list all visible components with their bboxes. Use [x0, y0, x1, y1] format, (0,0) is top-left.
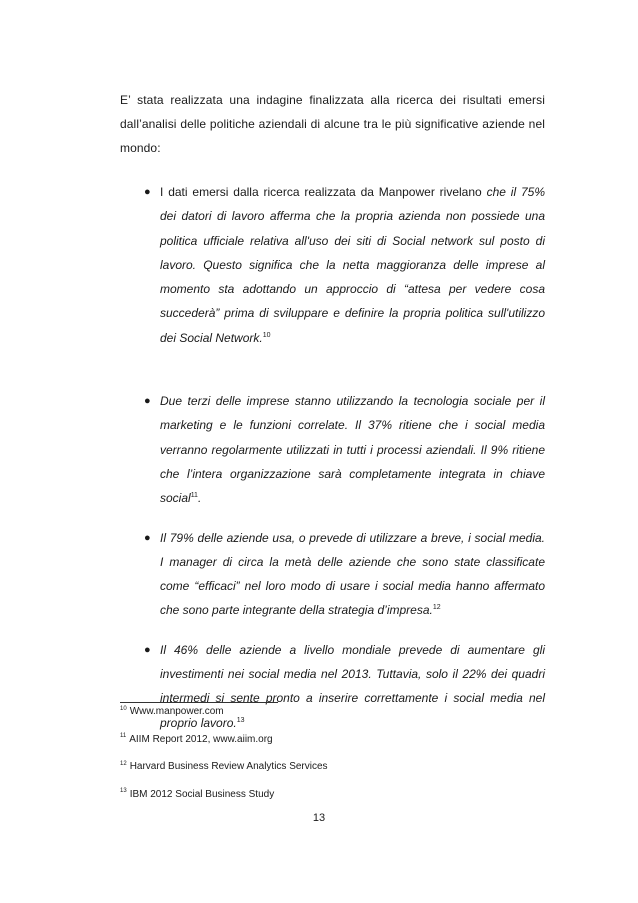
intro-paragraph: E’ stata realizzata una indagine finalizzata alla ricerca dei risultati emersi dall’analisi delle politiche aziendali di alcune tra le più significative aziende nel mondo:	[120, 93, 545, 155]
list-item	[120, 526, 545, 623]
footnote-text: AIIM Report 2012, www.aiim.org	[129, 733, 273, 745]
footnote-ref: 12	[432, 604, 441, 612]
list-item	[120, 180, 545, 350]
bullet-list	[120, 180, 545, 735]
footnote-number: 11	[120, 733, 127, 740]
footnote-ref: 11	[190, 492, 198, 500]
footnote	[120, 789, 540, 801]
footnote-text: Www.manpower.com	[129, 706, 224, 717]
bullet-italic-text: Il 46% delle aziende a livello mondiale prevede di aumentare gli investimenti nei social media nel 2013. Tuttavia, solo il 22% dei quadri intermedi si sente pronto a inserire correttamente i social media nel proprio lavoro.	[160, 642, 545, 730]
footnote-ref: 13	[236, 716, 245, 724]
bullet-normal-text: I dati emersi dalla ricerca realizzata da Manpower rivelano	[160, 185, 487, 199]
footnote	[120, 706, 540, 718]
bullet-tail: .	[197, 491, 202, 506]
bullet-italic-text: Due terzi delle imprese stanno utilizzando la tecnologia sociale per il marketing e le funzioni correlate. Il 37% ritiene che i social media verranno regolarmente utilizzati in tutti i processi aziendali. Il 9% ritiene che l’intera organizzazione sarà completamente integrata in chiave social	[160, 394, 545, 506]
footnote-number: 12	[120, 760, 127, 767]
footnote-text: IBM 2012 Social Business Study	[129, 788, 275, 800]
footnote-ref: 10	[262, 331, 271, 339]
footnote-divider	[120, 702, 278, 703]
page-number: 13	[312, 812, 326, 824]
bullet-icon: ●	[144, 186, 151, 198]
footnote	[120, 734, 540, 746]
bullet-icon: ●	[144, 531, 151, 544]
footnote-number: 10	[120, 705, 127, 712]
footnote-number: 13	[120, 788, 127, 795]
bullet-italic-text: che il 75% dei datori di lavoro afferma che la propria azienda non possiede una politica ufficiale relativa all'uso dei siti di Social network sul posto di lavoro. Questo significa che la netta maggioranza delle imprese al momento sta adottando un approccio di “attesa per vedere cosa succederà” prima di sviluppare e definire la propria politica sull'utilizzo dei Social Network.	[160, 185, 546, 345]
footnote	[120, 761, 540, 773]
bullet-icon: ●	[144, 643, 151, 656]
bullet-italic-text: Il 79% delle aziende usa, o prevede di utilizzare a breve, i social media. I manager di circa la metà delle aziende che sono state classificate come “efficaci” nel loro modo di usare i social media hanno affermato che sono parte integrante della strategia d’impresa.	[160, 530, 545, 618]
footnote-text: Harvard Business Review Analytics Services	[129, 761, 328, 772]
footnotes	[120, 706, 540, 816]
bullet-icon: ●	[144, 395, 151, 408]
list-item	[120, 389, 545, 510]
